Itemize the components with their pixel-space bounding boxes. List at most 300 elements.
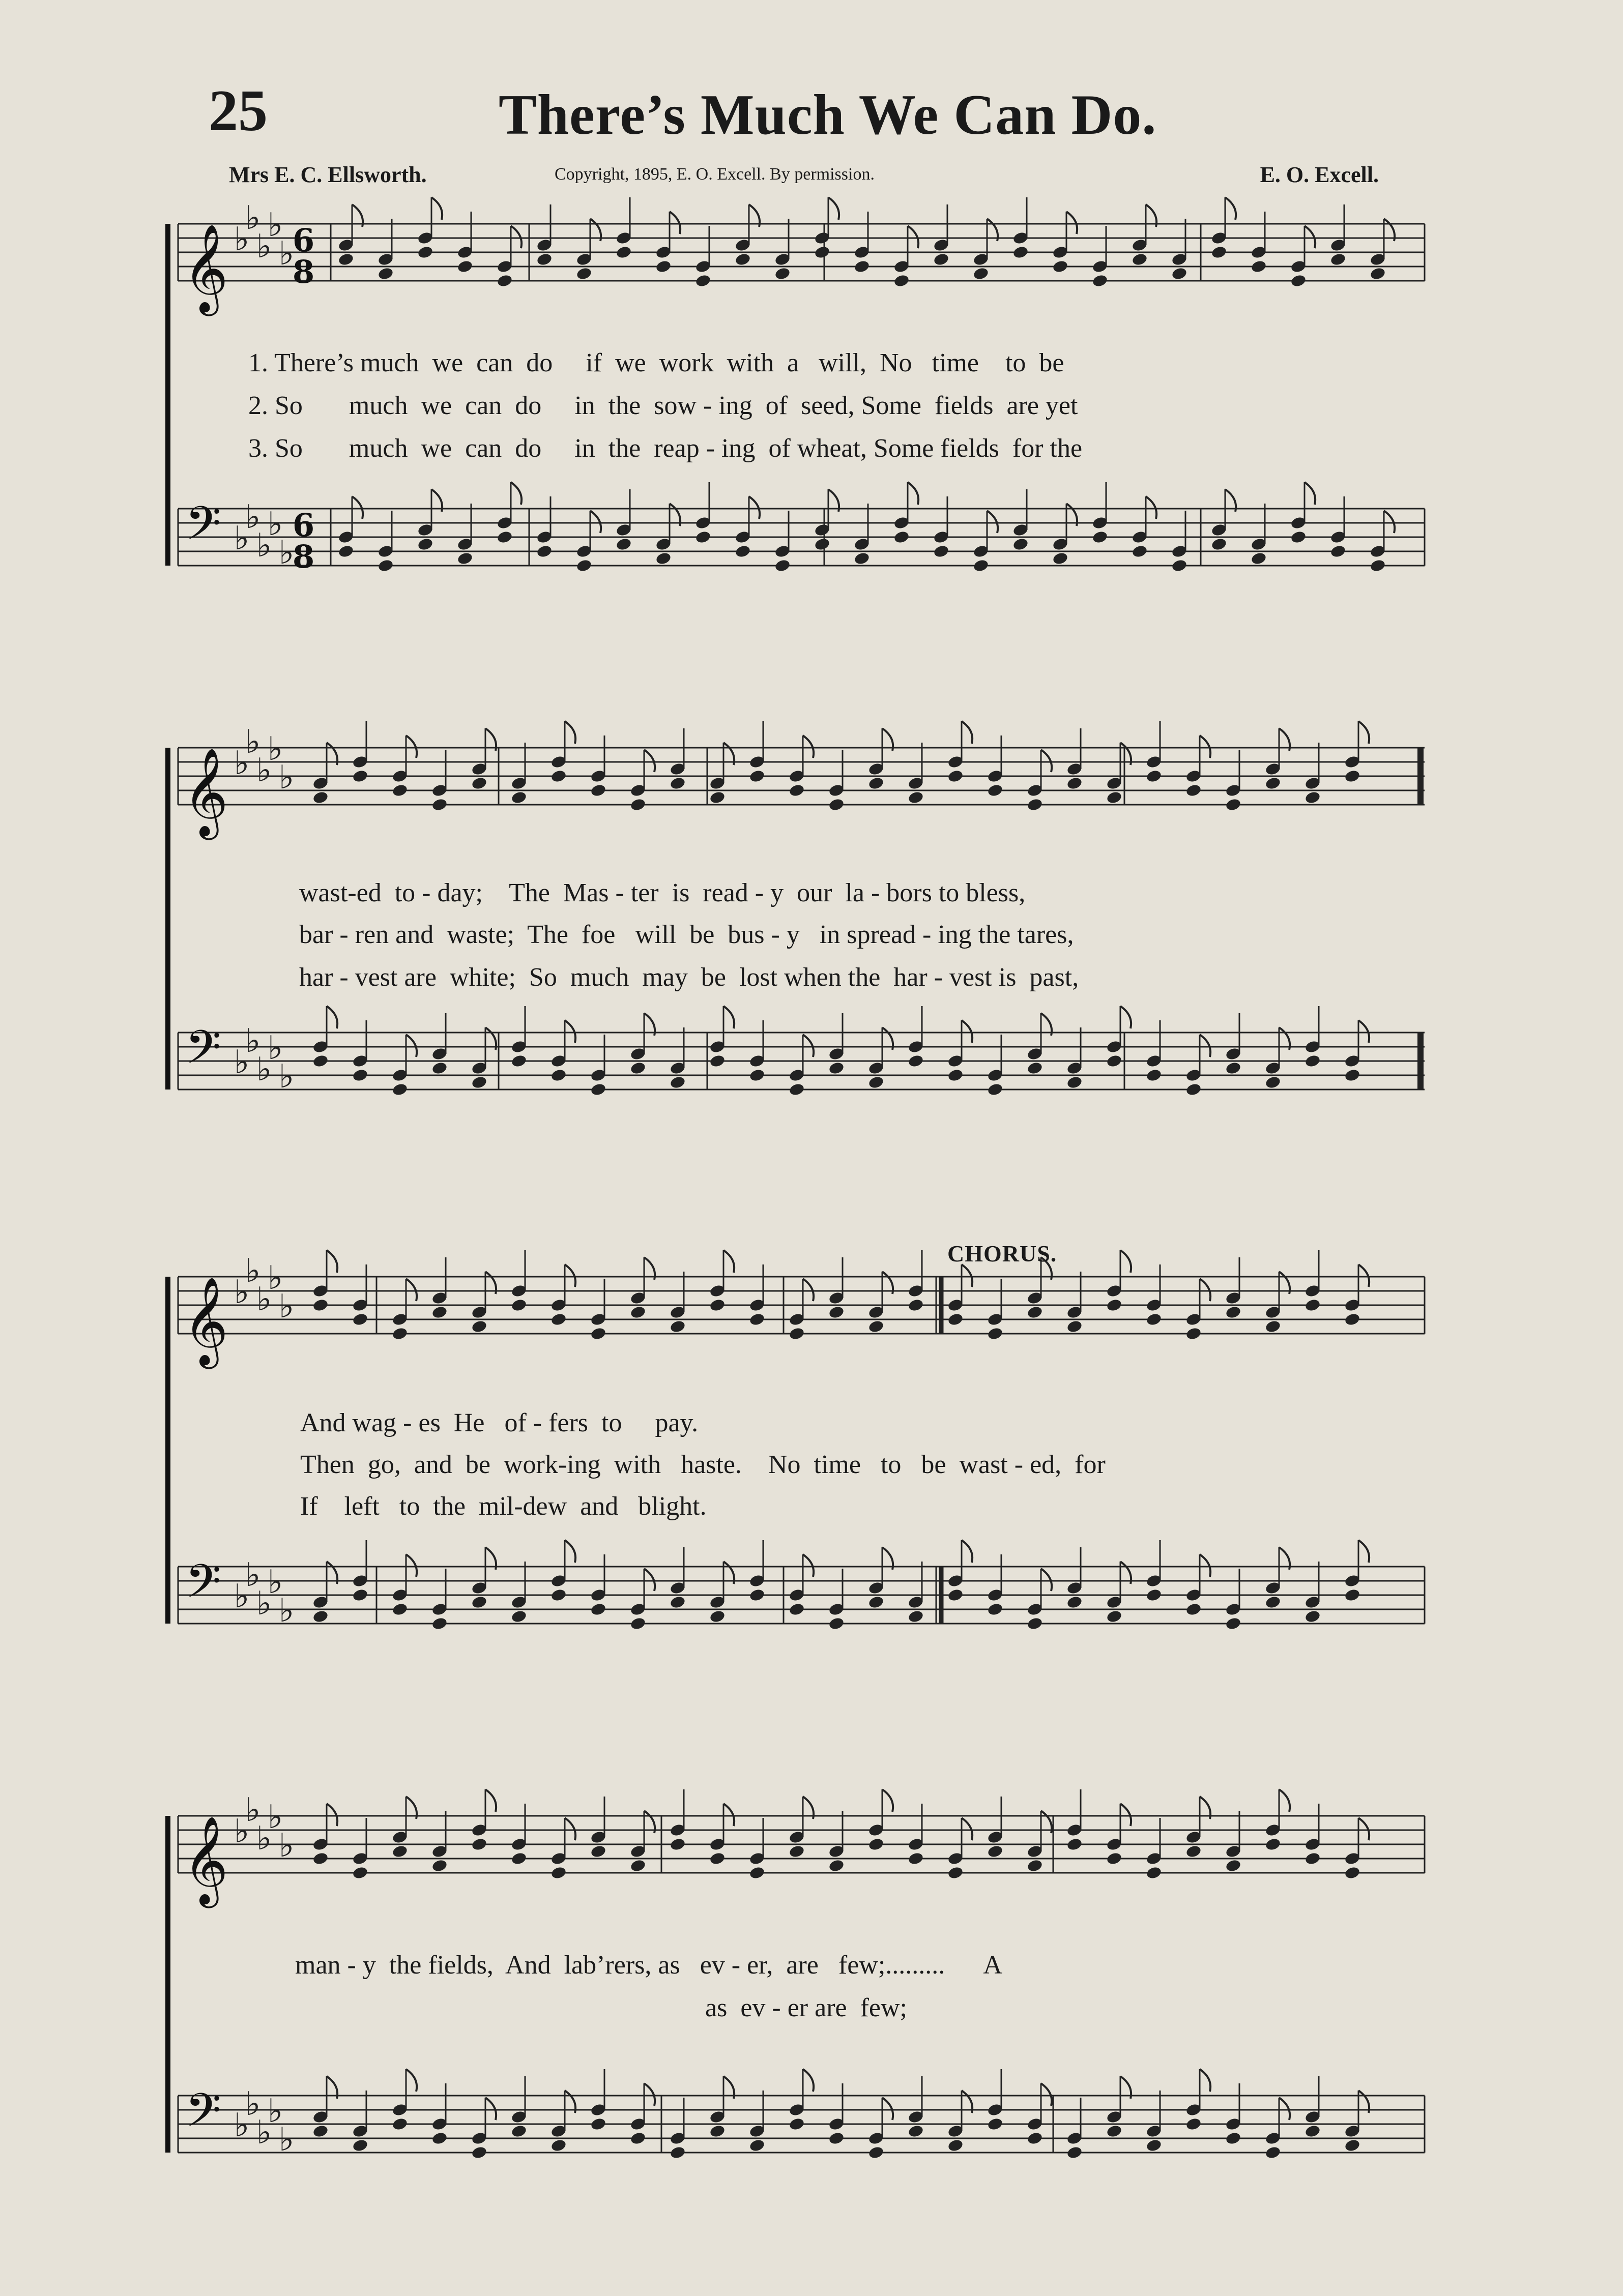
note-head bbox=[1066, 1837, 1083, 1851]
note-head bbox=[972, 558, 989, 573]
note-head bbox=[312, 1298, 329, 1312]
note-head bbox=[590, 1327, 606, 1341]
note-head bbox=[629, 1305, 646, 1319]
note-head bbox=[1185, 783, 1202, 798]
note-head bbox=[828, 1859, 845, 1873]
note-flag bbox=[723, 1006, 734, 1028]
note-head bbox=[774, 558, 791, 573]
note-head bbox=[337, 544, 354, 558]
note-head bbox=[510, 1609, 527, 1624]
copyright-notice: Copyright, 1895, E. O. Excell. By permission. bbox=[555, 165, 875, 184]
note-head bbox=[828, 1616, 845, 1631]
lyric-line: bar - ren and waste; The foe will be bus - y in spread - ing the tares, bbox=[299, 920, 1074, 949]
lyric-line: man - y the fields, And lab’rers, as ev - er, are few;......... A bbox=[295, 1951, 1002, 1980]
note-head bbox=[1304, 1054, 1321, 1068]
note-flag bbox=[1384, 511, 1395, 533]
note-head bbox=[1145, 1866, 1162, 1880]
note-head bbox=[1026, 1061, 1043, 1075]
note-head bbox=[431, 798, 448, 812]
note-head bbox=[788, 1082, 805, 1097]
note-head bbox=[1052, 259, 1068, 274]
lyric-line: 3. So much we can do in the reap - ing of wheat, Some fields for the bbox=[248, 434, 1083, 463]
note-flag bbox=[485, 1789, 496, 1812]
note-head bbox=[907, 1851, 924, 1866]
note-head bbox=[471, 776, 487, 790]
note-head bbox=[774, 267, 791, 281]
note-flag bbox=[565, 1264, 575, 1287]
note-head bbox=[431, 1616, 448, 1631]
note-head bbox=[431, 2131, 448, 2145]
note-head bbox=[1250, 551, 1267, 566]
note-head bbox=[947, 2138, 964, 2153]
time-signature-top: 6 bbox=[293, 222, 315, 259]
note-head bbox=[734, 252, 751, 267]
note-head bbox=[1026, 1859, 1043, 1873]
note-head bbox=[1304, 1851, 1321, 1866]
lyric-line: wast-ed to - day; The Mas - ter is read - y our la - bors to bless, bbox=[299, 878, 1026, 907]
note-head bbox=[655, 259, 672, 274]
note-head bbox=[1145, 1068, 1162, 1082]
note-head bbox=[496, 530, 513, 544]
note-head bbox=[987, 1602, 1003, 1616]
note-flag bbox=[406, 735, 417, 758]
note-head bbox=[1106, 1298, 1122, 1312]
note-head bbox=[1026, 2131, 1043, 2145]
note-flag bbox=[1066, 212, 1077, 234]
treble-clef-icon: 𝄞 bbox=[183, 224, 228, 312]
note-flag bbox=[1225, 197, 1236, 220]
note-flag bbox=[882, 2098, 893, 2120]
treble-clef-icon: 𝄞 bbox=[183, 1816, 228, 1904]
note-head bbox=[1066, 1319, 1083, 1334]
note-head bbox=[907, 1298, 924, 1312]
composer-credit: E. O. Excell. bbox=[1260, 162, 1379, 187]
note-flag bbox=[327, 1006, 337, 1028]
bass-clef-icon: 𝄢 bbox=[185, 1020, 221, 1085]
flat-sign: ♭ bbox=[268, 1259, 283, 1297]
note-flag bbox=[1305, 482, 1315, 505]
note-head bbox=[550, 769, 567, 783]
note-head bbox=[828, 1305, 845, 1319]
lyric-line: 2. So much we can do in the sow - ing of seed, Some fields are yet bbox=[248, 391, 1078, 420]
note-head bbox=[1344, 1312, 1360, 1327]
note-head bbox=[1106, 2124, 1122, 2138]
note-head bbox=[1329, 252, 1346, 267]
note-flag bbox=[803, 1035, 814, 1057]
note-flag bbox=[485, 2098, 496, 2120]
note-head bbox=[629, 1061, 646, 1075]
note-head bbox=[907, 1609, 924, 1624]
note-flag bbox=[644, 2083, 655, 2106]
note-head bbox=[391, 783, 408, 798]
note-head bbox=[947, 1588, 964, 1602]
note-flag bbox=[828, 197, 839, 220]
flat-sign: ♭ bbox=[245, 1022, 261, 1060]
note-head bbox=[947, 1866, 964, 1880]
hymn-number: 25 bbox=[209, 78, 268, 143]
note-flag bbox=[406, 1279, 417, 1301]
note-flag bbox=[962, 1818, 972, 1840]
note-head bbox=[629, 798, 646, 812]
note-head bbox=[987, 783, 1003, 798]
note-head bbox=[1066, 2145, 1083, 2160]
note-head bbox=[1290, 530, 1307, 544]
flat-sign: ♭ bbox=[256, 527, 272, 565]
note-head bbox=[312, 1609, 329, 1624]
note-flag bbox=[987, 511, 998, 533]
note-head bbox=[590, 2117, 606, 2131]
bass-clef-icon: 𝄢 bbox=[185, 1554, 221, 1620]
flat-sign: ♭ bbox=[256, 1051, 272, 1088]
note-head bbox=[417, 245, 433, 259]
note-flag bbox=[1358, 1818, 1369, 1840]
note-head bbox=[788, 1844, 805, 1859]
flat-sign: ♭ bbox=[234, 520, 250, 557]
note-head bbox=[391, 1327, 408, 1341]
note-flag bbox=[1200, 735, 1210, 758]
flat-sign: ♭ bbox=[256, 228, 272, 266]
note-head bbox=[1145, 1588, 1162, 1602]
note-head bbox=[417, 537, 433, 551]
note-head bbox=[947, 1068, 964, 1082]
note-head bbox=[1264, 1595, 1281, 1609]
note-flag bbox=[803, 1554, 814, 1577]
treble-clef-icon: 𝄞 bbox=[183, 1277, 228, 1365]
note-flag bbox=[962, 1264, 972, 1287]
note-flag bbox=[1279, 2098, 1290, 2120]
note-head bbox=[391, 1844, 408, 1859]
note-head bbox=[1264, 1837, 1281, 1851]
note-head bbox=[1210, 537, 1227, 551]
note-head bbox=[694, 274, 711, 288]
flat-sign: ♭ bbox=[279, 235, 295, 273]
note-head bbox=[312, 1054, 329, 1068]
flat-sign: ♭ bbox=[256, 1820, 272, 1858]
note-flag bbox=[1120, 1250, 1131, 1273]
note-head bbox=[1344, 769, 1360, 783]
flat-sign: ♭ bbox=[234, 1813, 250, 1850]
note-head bbox=[933, 252, 949, 267]
note-flag bbox=[406, 2069, 417, 2092]
flat-sign: ♭ bbox=[268, 2093, 283, 2130]
note-head bbox=[575, 558, 592, 573]
note-flag bbox=[511, 226, 521, 248]
note-head bbox=[1264, 776, 1281, 790]
note-head bbox=[391, 1082, 408, 1097]
note-flag bbox=[803, 1279, 814, 1301]
note-head bbox=[510, 1054, 527, 1068]
note-flag bbox=[1358, 1540, 1369, 1563]
note-head bbox=[669, 2145, 686, 2160]
note-flag bbox=[1305, 226, 1315, 248]
note-flag bbox=[962, 1020, 972, 1043]
note-head bbox=[456, 259, 473, 274]
note-head bbox=[1026, 1616, 1043, 1631]
note-head bbox=[1225, 1061, 1241, 1075]
note-head bbox=[1106, 1851, 1122, 1866]
note-head bbox=[748, 1866, 765, 1880]
time-signature-top: 6 bbox=[293, 507, 315, 544]
flat-sign: ♭ bbox=[279, 759, 295, 797]
note-head bbox=[788, 783, 805, 798]
flat-sign: ♭ bbox=[256, 2114, 272, 2152]
note-head bbox=[748, 2138, 765, 2153]
treble-clef-icon: 𝄞 bbox=[183, 748, 228, 836]
note-head bbox=[709, 1054, 726, 1068]
note-head bbox=[1185, 1327, 1202, 1341]
flat-sign: ♭ bbox=[268, 506, 283, 543]
note-head bbox=[1369, 267, 1386, 281]
note-head bbox=[352, 1866, 368, 1880]
flat-sign: ♭ bbox=[245, 1791, 261, 1829]
note-flag bbox=[565, 721, 575, 744]
note-flag bbox=[352, 496, 363, 519]
flat-sign: ♭ bbox=[279, 1827, 295, 1865]
note-head bbox=[352, 1312, 368, 1327]
note-head bbox=[907, 2124, 924, 2138]
note-head bbox=[1344, 1068, 1360, 1082]
note-head bbox=[1344, 1866, 1360, 1880]
note-flag bbox=[749, 496, 760, 519]
note-flag bbox=[431, 197, 442, 220]
note-head bbox=[853, 551, 870, 566]
note-head bbox=[1290, 274, 1307, 288]
note-head bbox=[933, 544, 949, 558]
note-head bbox=[709, 2124, 726, 2138]
flat-sign: ♭ bbox=[268, 730, 283, 768]
note-head bbox=[1329, 544, 1346, 558]
note-head bbox=[907, 1054, 924, 1068]
note-flag bbox=[565, 1540, 575, 1563]
note-head bbox=[629, 1859, 646, 1873]
note-flag bbox=[1279, 1789, 1290, 1812]
time-signature-bottom: 8 bbox=[293, 538, 315, 575]
note-head bbox=[1185, 2117, 1202, 2131]
flat-sign: ♭ bbox=[245, 498, 261, 536]
note-flag bbox=[1200, 2069, 1210, 2092]
note-head bbox=[510, 2124, 527, 2138]
note-head bbox=[1210, 245, 1227, 259]
note-head bbox=[1066, 776, 1083, 790]
note-head bbox=[1225, 2131, 1241, 2145]
note-head bbox=[1344, 1588, 1360, 1602]
note-flag bbox=[908, 226, 918, 248]
note-head bbox=[814, 537, 830, 551]
note-head bbox=[788, 1602, 805, 1616]
note-head bbox=[709, 1851, 726, 1866]
note-head bbox=[471, 1075, 487, 1090]
note-head bbox=[550, 1866, 567, 1880]
note-head bbox=[709, 790, 726, 805]
note-flag bbox=[327, 1250, 337, 1273]
hymn-title: There’s Much We Can Do. bbox=[499, 83, 1157, 146]
note-flag bbox=[1041, 1569, 1052, 1591]
time-signature-bottom: 8 bbox=[293, 253, 315, 290]
note-head bbox=[748, 1312, 765, 1327]
note-head bbox=[391, 2117, 408, 2131]
bass-clef-icon: 𝄢 bbox=[185, 2083, 221, 2148]
flat-sign: ♭ bbox=[268, 1564, 283, 1601]
note-head bbox=[1225, 1305, 1241, 1319]
note-head bbox=[1171, 267, 1187, 281]
note-head bbox=[1185, 1844, 1202, 1859]
note-head bbox=[709, 1609, 726, 1624]
note-flag bbox=[723, 1250, 734, 1273]
note-flag bbox=[803, 735, 814, 758]
flat-sign: ♭ bbox=[234, 2107, 250, 2144]
bass-clef-icon: 𝄢 bbox=[185, 496, 221, 562]
note-head bbox=[391, 1602, 408, 1616]
note-head bbox=[590, 783, 606, 798]
note-head bbox=[669, 1319, 686, 1334]
lyric-line: If left to the mil-dew and blight. bbox=[300, 1492, 707, 1521]
note-head bbox=[867, 1837, 884, 1851]
note-head bbox=[550, 1068, 567, 1082]
flat-sign: ♭ bbox=[279, 1058, 295, 1096]
note-flag bbox=[723, 1804, 734, 1826]
note-flag bbox=[1041, 750, 1052, 772]
flat-sign: ♭ bbox=[245, 1252, 261, 1290]
note-head bbox=[431, 1305, 448, 1319]
note-head bbox=[655, 551, 672, 566]
note-head bbox=[828, 798, 845, 812]
note-head bbox=[987, 1844, 1003, 1859]
note-flag bbox=[565, 1020, 575, 1043]
note-head bbox=[669, 1075, 686, 1090]
note-head bbox=[1304, 2124, 1321, 2138]
flat-sign: ♭ bbox=[279, 534, 295, 572]
note-head bbox=[1145, 2138, 1162, 2153]
note-head bbox=[987, 2117, 1003, 2131]
note-head bbox=[1185, 1602, 1202, 1616]
note-flag bbox=[406, 1035, 417, 1057]
note-head bbox=[1091, 274, 1108, 288]
note-head bbox=[814, 245, 830, 259]
flat-sign: ♭ bbox=[245, 723, 261, 761]
lyric-line: as ev - er are few; bbox=[295, 1993, 907, 2022]
note-head bbox=[1250, 259, 1267, 274]
note-head bbox=[1264, 1319, 1281, 1334]
note-head bbox=[947, 1312, 964, 1327]
note-head bbox=[1225, 1859, 1241, 1873]
note-head bbox=[550, 2138, 567, 2153]
note-head bbox=[337, 252, 354, 267]
note-head bbox=[1012, 537, 1029, 551]
note-flag bbox=[1120, 1006, 1131, 1028]
note-head bbox=[352, 1068, 368, 1082]
note-head bbox=[867, 2145, 884, 2160]
note-flag bbox=[511, 482, 521, 505]
note-head bbox=[352, 2138, 368, 2153]
note-head bbox=[510, 790, 527, 805]
note-head bbox=[1106, 1054, 1122, 1068]
note-head bbox=[748, 1068, 765, 1082]
note-head bbox=[709, 1298, 726, 1312]
note-head bbox=[629, 2131, 646, 2145]
note-head bbox=[536, 544, 553, 558]
note-head bbox=[734, 544, 751, 558]
note-head bbox=[1131, 252, 1148, 267]
note-head bbox=[1304, 1298, 1321, 1312]
note-head bbox=[1304, 1609, 1321, 1624]
note-head bbox=[694, 530, 711, 544]
note-head bbox=[615, 537, 632, 551]
note-head bbox=[853, 259, 870, 274]
flat-sign: ♭ bbox=[234, 1274, 250, 1311]
note-flag bbox=[590, 511, 601, 533]
note-head bbox=[377, 558, 394, 573]
note-head bbox=[550, 1588, 567, 1602]
note-head bbox=[471, 1837, 487, 1851]
note-flag bbox=[1358, 1264, 1369, 1287]
flat-sign: ♭ bbox=[234, 221, 250, 258]
note-head bbox=[312, 790, 329, 805]
note-head bbox=[1369, 558, 1386, 573]
note-head bbox=[669, 1837, 686, 1851]
note-flag bbox=[882, 1789, 893, 1812]
note-head bbox=[1091, 530, 1108, 544]
note-flag bbox=[1146, 496, 1156, 519]
note-head bbox=[431, 1061, 448, 1075]
note-head bbox=[947, 769, 964, 783]
note-flag bbox=[406, 1554, 417, 1577]
note-head bbox=[748, 769, 765, 783]
note-flag bbox=[327, 1804, 337, 1826]
note-head bbox=[828, 1061, 845, 1075]
note-head bbox=[867, 1075, 884, 1090]
note-head bbox=[536, 252, 553, 267]
flat-sign: ♭ bbox=[268, 1799, 283, 1836]
note-flag bbox=[1358, 721, 1369, 744]
note-head bbox=[1066, 1075, 1083, 1090]
note-head bbox=[907, 790, 924, 805]
note-flag bbox=[1041, 2083, 1052, 2106]
note-head bbox=[312, 1851, 329, 1866]
note-head bbox=[1052, 551, 1068, 566]
note-flag bbox=[565, 1818, 575, 1840]
note-head bbox=[590, 1602, 606, 1616]
note-head bbox=[987, 1327, 1003, 1341]
note-head bbox=[1106, 790, 1122, 805]
flat-sign: ♭ bbox=[256, 1585, 272, 1623]
note-head bbox=[1304, 790, 1321, 805]
note-head bbox=[615, 245, 632, 259]
note-head bbox=[471, 1319, 487, 1334]
note-head bbox=[1131, 544, 1148, 558]
lyric-line: Then go, and be work-ing with haste. No time to be wast - ed, for bbox=[300, 1450, 1106, 1479]
flat-sign: ♭ bbox=[279, 2121, 295, 2159]
note-head bbox=[788, 2117, 805, 2131]
note-head bbox=[1012, 245, 1029, 259]
note-head bbox=[788, 1327, 805, 1341]
note-head bbox=[893, 274, 910, 288]
note-head bbox=[1185, 1082, 1202, 1097]
note-flag bbox=[1200, 1035, 1210, 1057]
note-head bbox=[972, 267, 989, 281]
note-head bbox=[1145, 769, 1162, 783]
flat-sign: ♭ bbox=[279, 1288, 295, 1326]
note-flag bbox=[1120, 1804, 1131, 1826]
note-head bbox=[669, 776, 686, 790]
note-head bbox=[471, 2145, 487, 2160]
flat-sign: ♭ bbox=[268, 1029, 283, 1067]
note-head bbox=[987, 1082, 1003, 1097]
flat-sign: ♭ bbox=[256, 752, 272, 789]
note-head bbox=[1225, 1616, 1241, 1631]
note-head bbox=[1106, 1609, 1122, 1624]
note-head bbox=[1066, 1595, 1083, 1609]
note-head bbox=[669, 1595, 686, 1609]
